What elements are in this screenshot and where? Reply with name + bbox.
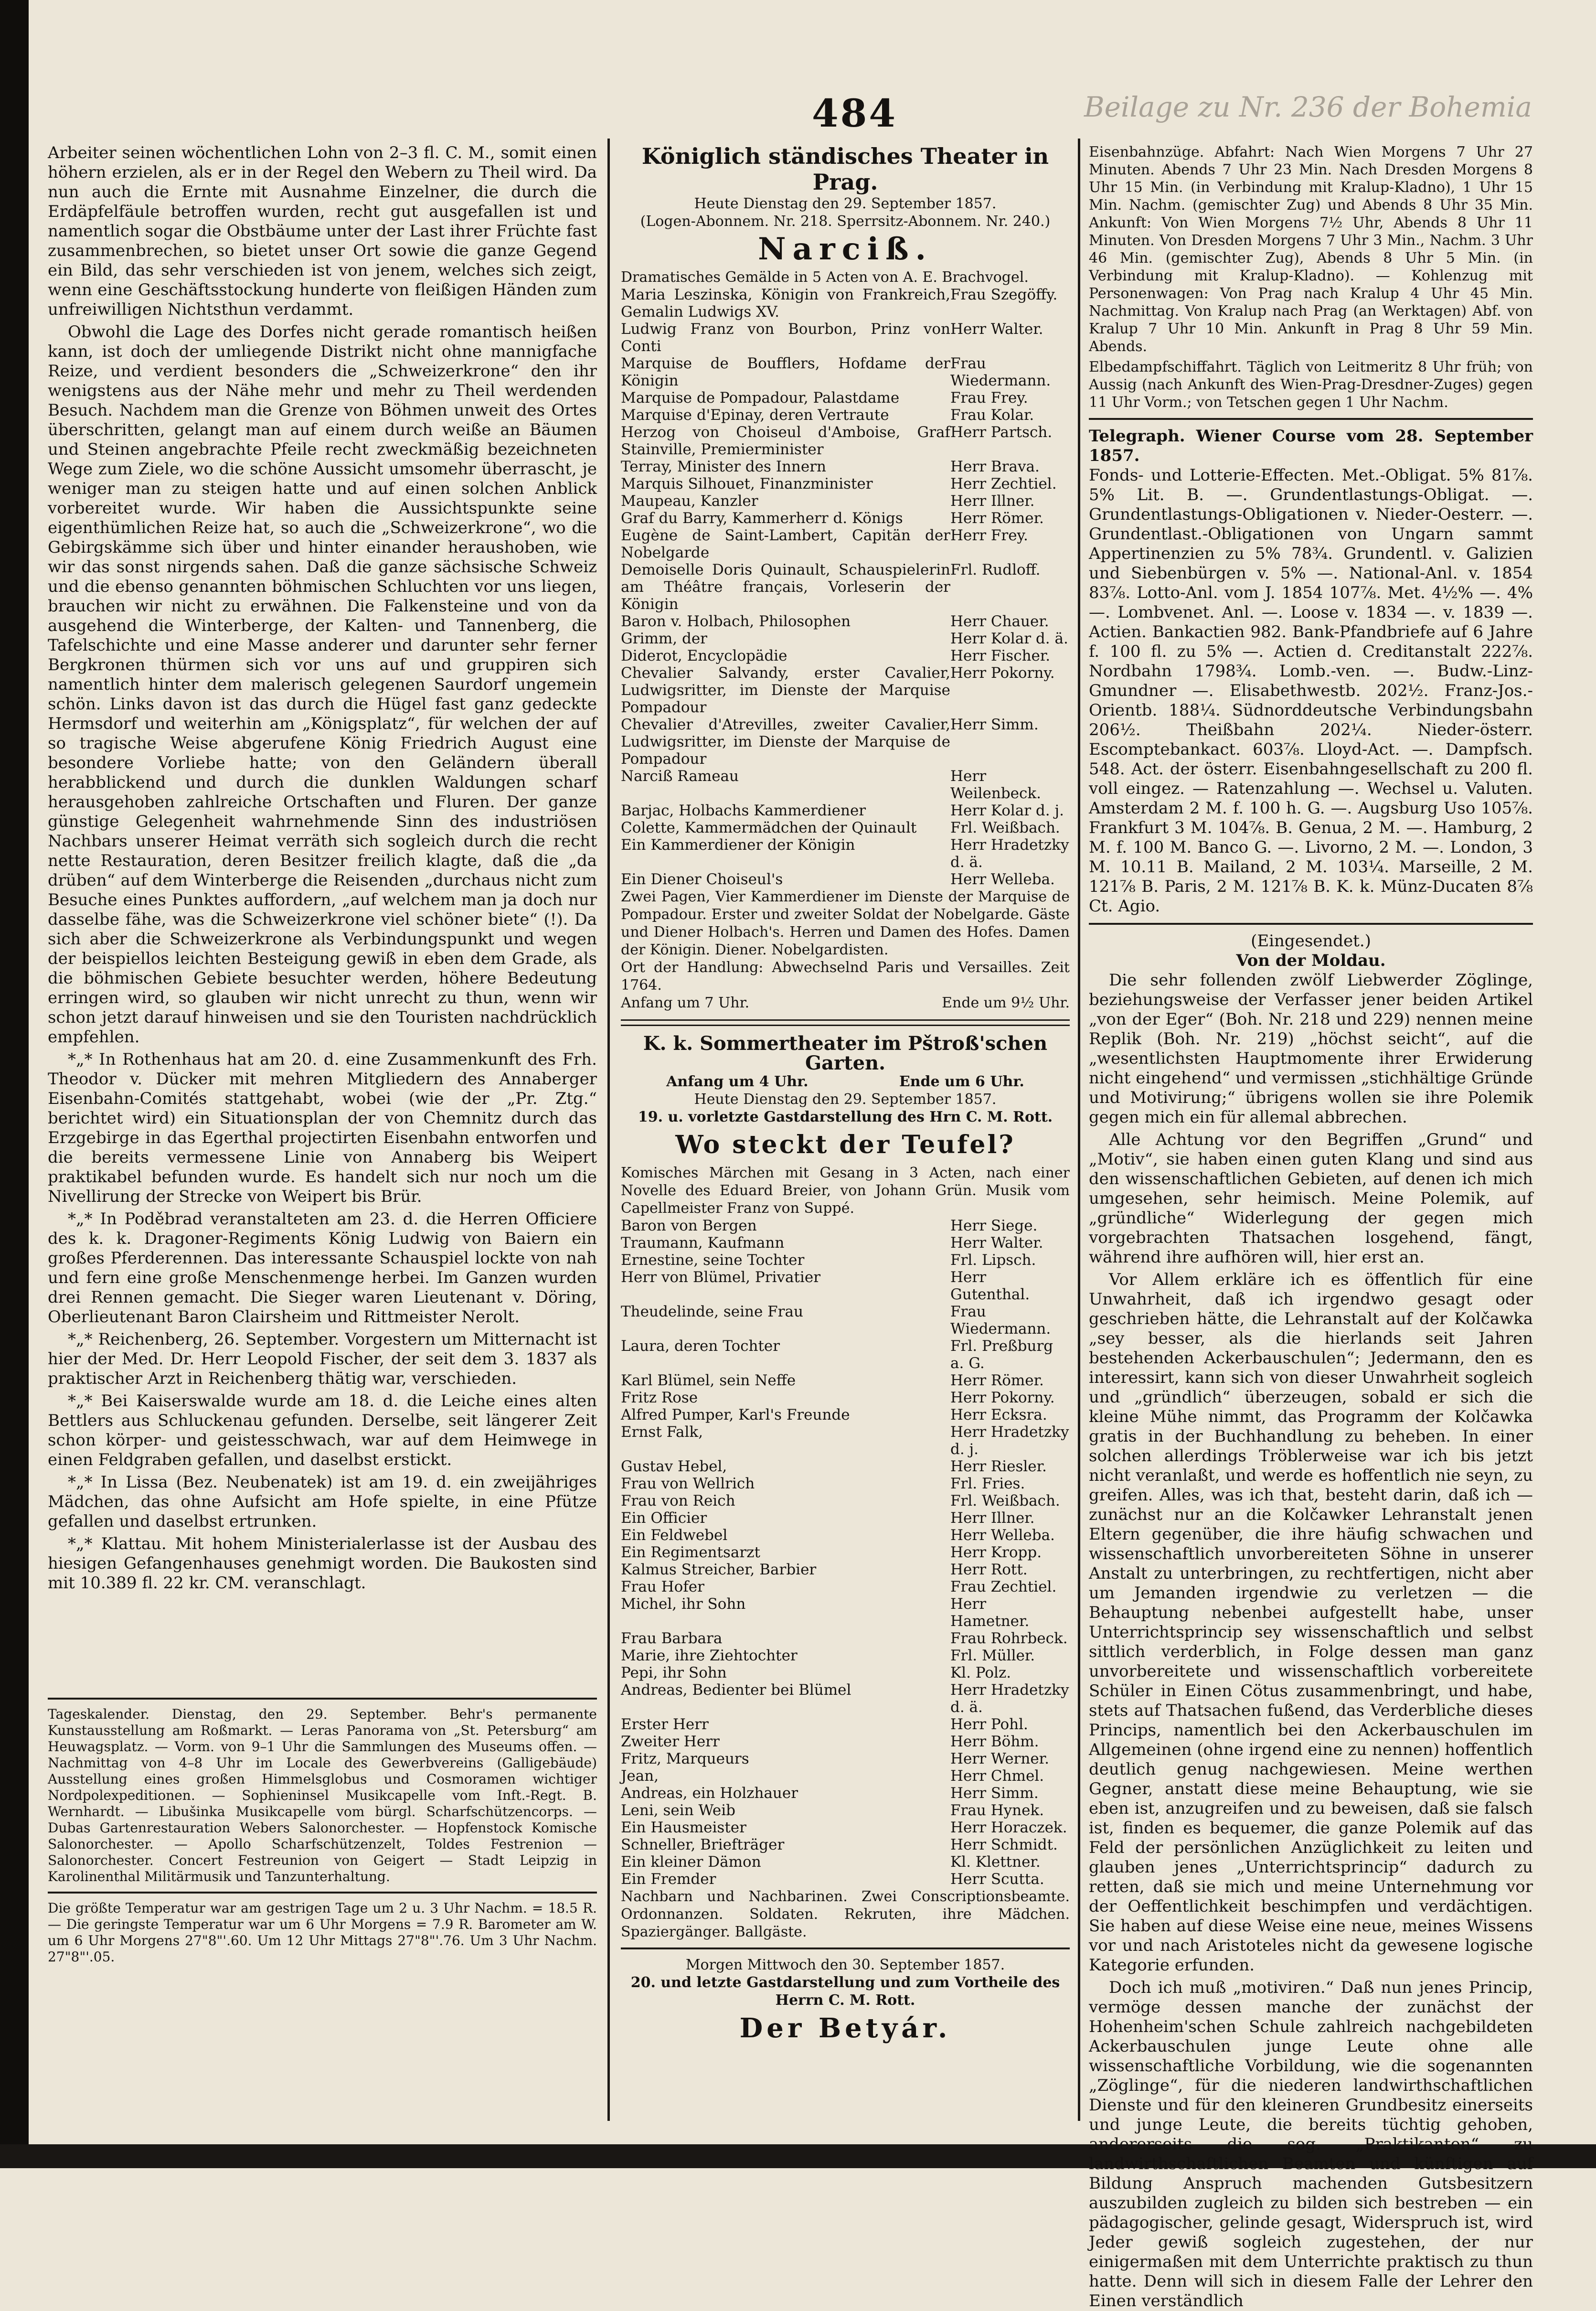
role-name: Laura, deren Tochter [621, 1337, 780, 1355]
actor-name: Kl. Klettner. [950, 1853, 1041, 1871]
actor-name: Herr Simm. [950, 1785, 1039, 1802]
theater-title: Königlich ständisches Theater in Prag. [641, 143, 1049, 195]
actor-name: Herr Schmidt. [950, 1836, 1058, 1853]
weather-report: Die größte Temperatur war am gestrigen Tage um 2 u. 3 Uhr Nachm. = 18.5 R. — Die geringste Temperatur war um 6 Uhr Morgens = 7.9 R. Barometer am W. um 6 Uhr Morgens 27"8"'.60. Um 12 Uhr Mittags 27"8"'.76. Um 3 Uhr Nachm. 27"8"'.05. [48, 1900, 597, 1965]
role-name: Chevalier Salvandy, erster Cavalier, Ludwigsritter, im Dienste der Marquise Pompadour [621, 664, 950, 716]
role-name: Marquise de Boufflers, Hofdame der Königin [621, 355, 950, 389]
actor-name: Herr Rott. [950, 1561, 1028, 1578]
cast-row [621, 1527, 1070, 1544]
role-name: Herr von Blümel, Privatier [621, 1269, 821, 1286]
role-name: Kalmus Streicher, Barbier [621, 1561, 817, 1578]
divider [1089, 418, 1533, 420]
cast-row [621, 510, 1070, 527]
play-subtitle: Dramatisches Gemälde in 5 Acten von A. E. Brachvogel. [621, 269, 1029, 286]
cast-row [621, 1303, 1070, 1337]
cast-row [621, 613, 1070, 630]
letter-paragraph: Vor Allem erkläre ich es öffentlich für eine Unwahrheit, daß ich irgendwo gesagt oder geschrieben hätte, die Lehranstalt auf der Kolčawka „sey besser, als die hierlands seit Jahren bestehenden Ackerbauschulen“; Jedermann, den es interessirt, kann sich von dieser Unwahrheit sogleich und „gründlich“ überzeugen, sobald er sich die kleine Mühe nimmt, das Programm der Kolčawka gratis in der Buchhandlung zu beheben. In einer solchen allerdings Tröblerweise war ich bis jetzt nicht veranlaßt, und werde es hoffentlich nie seyn, zu greifen. Alles, was ich that, besteht darin, daß ich — zunächst nur an die Kolčawker Lehranstalt jenen Eltern gegenüber, die ihre häufig schwachen und wissenschaftlich unvorbereiteten Söhne in unserer Anstalt zu unterbringen, zu rechtfertigen, nicht aber um Jemanden irgendwie zu verletzen — die Behauptung nebenbei aufgestellt habe, unser Unterrichtsprincip sey wissenschaftlich und selbst sittlich verderblich, in Folge dessen man ganz unvorbereitete und wissenschaftlich vorbereitete Schüler in Einen Cötus zusammenbringt, und habe, stets auf Thatsachen fußend, das Verderbliche dieses Princips, namentlich bei den Ackerbauschulen im Allgemeinen (ohne irgend eine zu nennen) hoffentlich deutlich genug nachgewiesen. Meine werthen Gegner, anstatt diese meine Behauptung, wie sie eben ist, anzugreifen und zu beweisen, daß sie falsch ist, finden es bequemer, die ganze Polemik auf das Feld der persönlichen Anzüglichkeit zu leiten und glauben jenes „Unterrichtsprincip“ dadurch zu retten, daß sie mich und meine Unternehmung vor der Oeffentlichkeit beschimpfen und verdächtigen. Sie haben auf diese Weise eine neue, meines Wissens vor und nach Aristoteles nicht da gewesene logische Kategorie erfunden. [1089, 1270, 1533, 1975]
actor-name: Frl. Weißbach. [950, 819, 1060, 836]
performance-date: Heute Dienstag den 29. September 1857. [694, 195, 997, 212]
cast-row [621, 1802, 1070, 1819]
actor-name: Herr Illner. [950, 1509, 1035, 1527]
cast-row [621, 802, 1070, 819]
role-name: Terray, Minister des Innern [621, 458, 827, 475]
play-title: Narciß. [758, 231, 933, 267]
actor-name: Frau Szegöffy. [950, 286, 1058, 303]
role-name: Ein Officier [621, 1509, 707, 1527]
actor-name: Herr Welleba. [950, 871, 1055, 888]
cast-extras: Zwei Pagen, Vier Kammerdiener im Dienste der Marquise de Pompadour. Erster und zweiter Soldat der Nobelgarde. Gäste und Diener Holbach's. Herren und Damen des Hofes. Damen der Königin. Diener. Nobelgardisten. [621, 888, 1070, 958]
railway-schedule: Eisenbahnzüge. Abfahrt: Nach Wien Morgens 7 Uhr 27 Minuten. Abends 7 Uhr 23 Min. Nach Dresden Morgens 8 Uhr 15 Min. (in Verbindung mit Kralup-Kladno), 1 Uhr 15 Min. Nachm. (gemischter Zug) und Abends 8 Uhr 35 Min. Ankunft: Von Wien Morgens 7½ Uhr, Abends 8 Uhr 11 Minuten. Von Dresden Morgens 7 Uhr 3 Min., Nachm. 3 Uhr 46 Min. (gemischter Zug), Abends 8 Uhr 5 Min. (in Verbindung mit Kralup-Kladno). — Kohlenzug mit Personenwagen: Von Prag nach Kralup 4 Uhr 45 Min. Nachmittag. Von Kralup nach Prag (an Werktagen) Abf. von Kralup 7 Uhr 10 Min. Ankunft in Prag 8 Uhr 59 Min. Abends. [1089, 144, 1533, 355]
cast-row [621, 871, 1070, 888]
actor-name: Herr Illner. [950, 492, 1035, 510]
cast-row [621, 1492, 1070, 1509]
role-name: Ein Regimentsarzt [621, 1544, 760, 1561]
cast-row [621, 1406, 1070, 1423]
actor-name: Herr Römer. [950, 510, 1044, 527]
end-time: Ende um 9½ Uhr. [942, 995, 1070, 1011]
role-name: Karl Blümel, sein Neffe [621, 1372, 796, 1389]
theater-title: K. k. Sommertheater im Pštroß'schen Garten. [643, 1032, 1048, 1074]
actor-name: Herr Hradetzky d. j. [950, 1423, 1069, 1458]
divider [48, 1698, 597, 1700]
actor-name: Frau Hynek. [950, 1802, 1044, 1819]
role-name: Demoiselle Doris Quinault, Schauspielerin am Théâtre français, Vorleserin der Königin [621, 561, 950, 613]
role-name: Fritz Rose [621, 1389, 698, 1406]
news-item-lissa: *„* In Lissa (Bez. Neubenatek) ist am 19. d. ein zweijähriges Mädchen, das ohne Aufsicht am Hofe spielte, in eine Pfütze gefallen und daselbst ertrunken. [48, 1473, 597, 1531]
actor-name: Herr Simm. [950, 716, 1039, 733]
cast-row [621, 1664, 1070, 1681]
play-times [621, 1073, 1070, 1091]
cast-row [621, 1733, 1070, 1750]
page-number: 484 [812, 91, 897, 136]
role-name: Maria Leszinska, Königin von Frankreich, Gemalin Ludwigs XV. [621, 286, 950, 321]
cast-row [621, 286, 1070, 321]
cast-row [621, 1217, 1070, 1234]
actor-name: Frau Zechtiel. [950, 1578, 1057, 1595]
start-time: Anfang um 7 Uhr. [621, 995, 750, 1011]
role-name: Andreas, Bedienter bei Blümel [621, 1681, 851, 1699]
actor-name: Herr Pokorny. [950, 664, 1055, 682]
cast-row [621, 1458, 1070, 1475]
day-calendar: Tageskalender. Dienstag, den 29. September. Behr's permanente Kunstausstellung am Roßmarkt. — Leras Panorama von „St. Petersburg“ am Heuwagsplatz. — Vorm. von 9–1 Uhr die Sammlungen des Museums offen. — Nachmittag von 4–8 Uhr im Locale des Gewerbvereins (Galligebäude) Ausstellung eines großen Himmelsglobus und Cosmoramen wichtiger Nordpolexpeditionen. — Sophieninsel Musikcapelle vom Inft.-Regt. B. Wernhardt. — Libušinka Musikcapelle vom bürgl. Scharfschützencorps. — Dubas Gartenrestauration Webers Salonorchester. — Hopfenstock Komische Salonorchester. — Apollo Scharfschützenzelt, Toldes Festrenion — Salonorchester. Concert Festreunion von Geigert — Stadt Leipzig in Karolinenthal Militärmusik und Tanzunterhaltung. [48, 1706, 597, 1884]
actor-name: Herr Gutenthal. [950, 1269, 1030, 1303]
role-name: Erster Herr [621, 1716, 709, 1733]
role-name: Ein Diener Choiseul's [621, 871, 783, 888]
role-name: Frau von Reich [621, 1492, 735, 1509]
actor-name: Herr Zechtiel. [950, 475, 1057, 492]
cast-row [621, 716, 1070, 768]
next-performance-date: Morgen Mittwoch den 30. September 1857. [685, 1957, 1005, 1973]
divider [621, 1019, 1070, 1026]
actor-name: Herr Römer. [950, 1372, 1044, 1389]
letter-paragraph: Doch ich muß „motiviren.“ Daß nun jenes Princip, vermöge dessen manche der zunächst der Hohenheim'schen Schule zahlreich nachgebildeten Ackerbauschulen junge Leute ohne alle wissenschaftliche Vorbildung, wie die sogenannten „Zöglinge“, für die niederen landwirthschaftlichen Dienste und für den kleineren Grundbesitz einerseits und junge Leute, die bereits tüchtig gehoben, andererseits die sog. „Praktikanten“ zu landwirthschaftlichen Beamten und künftigen auf Bildung Anspruch machenden Gutsbesitzern auszubilden zugleich zu bilden sich bestreben — ein pädagogischer, gelinde gesagt, Widerspruch ist, wird Jeder gewiß sogleich zugestehen, der nur einigermaßen mit dem Unterrichte praktisch zu thun hatte. Denn will sich in diesem Falle der Lehrer den Einen verständlich [1089, 1978, 1533, 2311]
next-guest-performance: 20. und letzte Gastdarstellung und zum Vortheile des Herrn C. M. Rott. [630, 1974, 1060, 2009]
cast-row [621, 819, 1070, 836]
divider [48, 1892, 597, 1894]
exchange-rates: Fonds- und Lotterie-Effecten. Met.-Obligat. 5% 81⅞. 5% Lit. B. —. Grundentlastungs-Obligat. —. Grundentlastungs-Obligationen v. Nieder-Oesterr. —. Grundentlast.-Obligationen von Ungarn sammt Appertinenzien zu 5% 78¾. Grundentl. v. Galizien und Siebenbürgen v. 5% —. National-Anl. v. 1854 83⅞. Lotto-Anl. vom J. 1854 107⅞. Met. 4½% —. 4% —. Lombvenet. Anl. —. Loose v. 1834 —. v. 1839 —. Actien. Bankactien 982. Bank-Pfandbriefe auf 6 Jahre f. 100 fl. zu 5% —. Actien d. Creditanstalt 222⅞. Nordbahn 1798¾. Lomb.-ven. —. Budw.-Linz-Gmundner —. Elisabethwestb. 202½. Franz-Jos.-Orientb. 188¼. Südnorddeutsche Verbindungsbahn 206½. Theißbahn 202¼. Nieder-österr. Escomptebankact. 603⅞. Lloyd-Act. —. Dampfsch. 548. Act. der österr. Eisenbahngesellschaft zu 200 fl. voll eingez. — Ratenzahlung —. Wechsel u. Valuten. Amsterdam 2 M. f. 100 h. G. —. Augsburg Uso 105⅞. Frankfurt 3 M. 104⅞. B. Genua, 2 M. —. Hamburg, 2 M. f. 100 M. Banco G. —. Livorno, 2 M. —. London, 3 M. 10.11 B. Mailand, 2 M. 103¼. Marseille, 2 M. 121⅞ B. Paris, 2 M. 121⅞ B. K. k. Münz-Ducaten 8⅞ Ct. Agio. [1089, 466, 1533, 916]
cast-row [621, 1372, 1070, 1389]
actor-name: Herr Kolar d. j. [950, 802, 1064, 819]
actor-name: Herr Siege. [950, 1217, 1038, 1234]
actor-name: Herr Welleba. [950, 1527, 1055, 1544]
role-name: Ernestine, seine Tochter [621, 1252, 805, 1269]
role-name: Frau von Wellrich [621, 1475, 755, 1492]
cast-row [621, 1269, 1070, 1303]
actor-name: Herr Kropp. [950, 1544, 1042, 1561]
cast-row [621, 1767, 1070, 1785]
actor-name: Herr Weilenbeck. [950, 768, 1042, 802]
actor-name: Frau Wiedermann. [950, 355, 1051, 389]
role-name: Theudelinde, seine Frau [621, 1303, 803, 1320]
role-name: Pepi, ihr Sohn [621, 1664, 727, 1681]
play-subtitle: Komisches Märchen mit Gesang in 3 Acten, nach einer Novelle des Eduard Breier, von Johann Grün. Musik vom Capellmeister Franz von Suppé. [621, 1165, 1070, 1217]
play-times [621, 994, 1070, 1012]
cast-row [621, 527, 1070, 561]
cast-row [621, 1544, 1070, 1561]
role-name: Diderot, Encyclopädie [621, 647, 787, 664]
letter-title: Von der Moldau. [1236, 951, 1386, 970]
role-name: Barjac, Holbachs Kammerdiener [621, 802, 866, 819]
cast-row [621, 1234, 1070, 1252]
cast-row [621, 1716, 1070, 1733]
column-rule-1 [607, 139, 610, 2121]
article-paragraph: Arbeiter seinen wöchentlichen Lohn von 2–3 fl. C. M., somit einen höhern erzielen, als er in der Regel den Webern zu Theil wird. Da nun auch die Ernte mit Ausnahme Einzelner, die durch die Erdäpfelfäule betroffen wurden, recht gut ausgefallen ist und namentlich sogar die Obstbäume unter der Last ihrer Früchte fast zusammenbrechen, so bietet unser Ort sowie die ganze Gegend ein Bild, das sehr verschieden ist von jenem, welches sich zeigt, wenn eine Geschäftsstockung hunderte von fleißigen Händen zum unfreiwilligen Nichtsthun verdammt. [48, 143, 597, 319]
role-name: Ein kleiner Dämon [621, 1853, 761, 1871]
cast-row [621, 1750, 1070, 1767]
news-item-rothenhaus: *„* In Rothenhaus hat am 20. d. eine Zusammenkunft des Frh. Theodor v. Dücker mit mehren Mitgliedern des Annaberger Eisenbahn-Comités stattgehabt, wobei (wie der „Pr. Ztg.“ berichtet wird) ein Situationsplan der von Chemnitz durch das Erzgebirge in das Egerthal projectirten Eisenbahn entworfen und die bereits vermessene Linie von Annaberg bis Weipert praktikabel befunden wurde. Es handelt sich nur noch um die Nivellirung der Strecke von Weipert bis Brür. [48, 1050, 597, 1206]
actor-name: Frl. Rudloff. [950, 561, 1041, 578]
cast-row [621, 1853, 1070, 1871]
actor-name: Herr Scutta. [950, 1871, 1044, 1888]
actor-name: Herr Hradetzky d. ä. [950, 836, 1069, 871]
actor-name: Herr Chmel. [950, 1767, 1044, 1785]
actor-name: Frau Rohrbeck. [950, 1630, 1068, 1647]
role-name: Jean, [621, 1767, 659, 1785]
actor-name: Frl. Fries. [950, 1475, 1025, 1492]
role-name: Herzog von Choiseul d'Amboise, Graf Stainville, Premierminister [621, 424, 950, 458]
submitted-label: (Eingesendet.) [1251, 931, 1371, 951]
role-name: Alfred Pumper, Karl's Freunde [621, 1406, 850, 1423]
cast-row [621, 768, 1070, 802]
cast-list [621, 286, 1070, 888]
actor-name: Herr Pohl. [950, 1716, 1028, 1733]
cast-extras: Nachbarn und Nachbarinen. Zwei Conscriptionsbeamte. Ordonnanzen. Soldaten. Rekruten, ihre Mädchen. Spaziergänger. Ballgäste. [621, 1888, 1070, 1940]
letter-paragraph: Die sehr follenden zwölf Liebwerder Zöglinge, beziehungsweise der Verfasser jener beiden Artikel „von der Eger“ (Boh. Nr. 218 und 229) nennen meine Replik (Boh. Nr. 219) „höchst seicht“, auf die „wesentlichsten Hauptmomente ihrer Erwiderung nicht eingehend“ und vermissen „stichhältige Gründe und Motivirung;“ übrigens wollen sie ihre Polemik gegen mich ein für allemal abbrechen. [1089, 971, 1533, 1127]
role-name: Andreas, ein Holzhauer [621, 1785, 798, 1802]
column-notices [1089, 143, 1533, 2311]
actor-name: Herr Walter. [950, 1234, 1043, 1252]
cast-row [621, 1561, 1070, 1578]
cast-row [621, 1475, 1070, 1492]
role-name: Eugène de Saint-Lambert, Capitän der Nobelgarde [621, 527, 950, 561]
cast-row [621, 424, 1070, 458]
role-name: Fritz, Marqueurs [621, 1750, 749, 1767]
role-name: Baron von Bergen [621, 1217, 757, 1234]
cast-row [621, 1630, 1070, 1647]
role-name: Chevalier d'Atrevilles, zweiter Cavalier, Ludwigsritter, im Dienste der Marquise de Pompadour [621, 716, 950, 768]
running-head: Beilage zu Nr. 236 der Bohemia [1084, 91, 1532, 123]
news-item-reichenberg: *„* Reichenberg, 26. September. Vorgestern um Mitternacht ist hier der Med. Dr. Herr Leopold Fischer, der seit dem 3. 1837 als praktischer Arzt in Reichenberg thätig war, verschieden. [48, 1330, 597, 1388]
actor-name: Herr Chauer. [950, 613, 1049, 630]
scan-edge-left [0, 0, 29, 2168]
actor-name: Herr Pokorny. [950, 1389, 1055, 1406]
role-name: Ein Fremder [621, 1871, 716, 1888]
actor-name: Herr Kolar d. ä. [950, 630, 1068, 647]
role-name: Narciß Rameau [621, 768, 739, 785]
role-name: Colette, Kammermädchen der Quinault [621, 819, 917, 836]
role-name: Michel, ihr Sohn [621, 1595, 746, 1613]
divider [1089, 923, 1533, 925]
role-name: Baron v. Holbach, Philosophen [621, 613, 851, 630]
divider [621, 1947, 1070, 1949]
cast-row [621, 630, 1070, 647]
actor-name: Herr Böhm. [950, 1733, 1039, 1750]
column-theater [621, 143, 1070, 2150]
role-name: Ernst Falk, [621, 1423, 703, 1441]
start-time: Anfang um 4 Uhr. [666, 1073, 809, 1090]
role-name: Maupeau, Kanzler [621, 492, 758, 510]
actor-name: Frl. Preßburg a. G. [950, 1337, 1053, 1372]
cast-row [621, 1647, 1070, 1664]
column-rule-2 [1078, 139, 1080, 2121]
steamship-schedule: Elbedampfschiffahrt. Täglich von Leitmeritz 8 Uhr früh; von Aussig (nach Ankunft des Wien-Prag-Dresdner-Zuges) gegen 11 Uhr Vorm.; von Tetschen gegen 1 Uhr Nachm. [1089, 359, 1533, 411]
role-name: Traumann, Kaufmann [621, 1234, 785, 1252]
cast-list [621, 1217, 1070, 1888]
cast-row [621, 1578, 1070, 1595]
role-name: Frau Barbara [621, 1630, 723, 1647]
cast-row [621, 1871, 1070, 1888]
cast-row [621, 561, 1070, 613]
cast-row [621, 407, 1070, 424]
cast-row [621, 1785, 1070, 1802]
actor-name: Herr Fischer. [950, 647, 1051, 664]
cast-row [621, 1819, 1070, 1836]
cast-row [621, 321, 1070, 355]
role-name: Graf du Barry, Kammerherr d. Königs [621, 510, 903, 527]
cast-row [621, 492, 1070, 510]
actor-name: Frl. Lipsch. [950, 1252, 1036, 1269]
role-name: Marquise d'Epinay, deren Vertraute [621, 407, 889, 424]
actor-name: Herr Hradetzky d. ä. [950, 1681, 1069, 1716]
cast-row [621, 389, 1070, 407]
guest-performance: 19. u. vorletzte Gastdarstellung des Hrn C. M. Rott. [638, 1109, 1053, 1125]
actor-name: Herr Werner. [950, 1750, 1049, 1767]
article-paragraph: Obwohl die Lage des Dorfes nicht gerade romantisch heißen kann, ist doch der umliegende Distrikt nicht ohne mannigfache Reize, und verdient besonders die „Schweizerkrone“ den ihr wenigstens aus der Nähe mehr und mehr zu Theil werdenden Besuch. Nachdem man die Grenze von Böhmen unweit des Ortes überschritten, gelangt man auf einem durch weiße an Bäumen und Steinen angebrachte Pfeile recht zweckmäßig bezeichneten Wege zum Ziele, wo die schöne Aussicht umsomehr überrascht, je weniger man zu steigen hatte und auf einen solchen Anblick vorbereitet wurde. Wir haben die Aussichtspunkte seine eigenthümlichen Reize hat, so auch die „Schweizerkrone“, wo die Gebirgskämme sich über und hinter einander heraushoben, wie wir das sonst nirgends sahen. Daß die ganze sächsische Schweiz und die ebenso genannten böhmischen Schluchten vor uns liegen, brauchen wir nicht zu erwähnen. Die Falkensteine und von da ausgehend die Winterberge, der Kalten- und Tannenberg, die Tafelschichte und eine Masse anderer und darunter sehr ferner Bergkronen thürmen sich vor uns auf und gruppiren sich namentlich hinter dem malerisch gelegenen Saurdorf ungemein schön. Links davon ist das durch die Hügel fast ganz gedeckte Hermsdorf und weiterhin am „Königsplatz“, für welchen der auf so tragische Weise abgerufene König Friedrich August eine besondere Vorliebe hatte; von den Geländern überall herabblickend und durch die dunklen Waldungen scharf herausgehoben zahlreiche Ortschaften und Fluren. Der ganze günstige Gelegenheit wahrnehmende Sinn des industriösen Nachbars unserer Heimat verräth sich sogleich durch die recht nette Restauration, deren Besitzer freilich klagte, daß die „da drüben“ auf dem Winterberge die Reisenden „durchaus nicht zum Besuche eines Punktes auffordern, „auf welchem man ja doch nur dasselbe fähe, was die Schweizerkrone viel schöner biete“ (!). Da sich aber die Schweizerkrone als Verbindungspunkt und wegen der beispiellos leichten Besteigung gewiß in eben dem Grade, als die böhmischen Gebiete besuchter werden, höhere Bedeutung erringen wird, so glauben wir nicht unrecht zu thun, wenn wir schon jetzt darauf hinweisen und sie den Touristen nachdrücklich empfehlen. [48, 322, 597, 1047]
role-name: Leni, sein Weib [621, 1802, 735, 1819]
exchange-rates-title: Telegraph. Wiener Course vom 28. September 1857. [1089, 427, 1533, 465]
role-name: Schneller, Briefträger [621, 1836, 785, 1853]
role-name: Ein Feldwebel [621, 1527, 728, 1544]
role-name: Frau Hofer [621, 1578, 704, 1595]
role-name: Marquise de Pompadour, Palastdame [621, 389, 900, 407]
cast-row [621, 647, 1070, 664]
cast-row [621, 1509, 1070, 1527]
role-name: Gustav Hebel, [621, 1458, 727, 1475]
cast-row [621, 1595, 1070, 1630]
play-setting: Ort der Handlung: Abwechselnd Paris und Versailles. Zeit 1764. [621, 959, 1070, 994]
actor-name: Herr Horaczek. [950, 1819, 1067, 1836]
abonnement-info: (Logen-Abonnem. Nr. 218. Sperrsitz-Abonnem. Nr. 240.) [640, 213, 1051, 230]
cast-row [621, 1389, 1070, 1406]
actor-name: Herr Frey. [950, 527, 1028, 544]
end-time: Ende um 6 Uhr. [899, 1073, 1024, 1090]
actor-name: Frl. Weißbach. [950, 1492, 1060, 1509]
cast-row [621, 1681, 1070, 1716]
news-item-podebrad: *„* In Poděbrad veranstalteten am 23. d. die Herren Officiere des k. k. Dragoner-Regiments König Ludwig von Baiern ein großes Pferderennen. Das interessante Schauspiel lockte von nah und fern eine große Menschenmenge herbei. Im Ganzen wurden drei Rennen gemacht. Die Sieger waren Lieutenant v. Döring, Oberlieutenant Baron Clairsheim und Rittmeister Nerolt. [48, 1209, 597, 1327]
role-name: Marquis Silhouet, Finanzminister [621, 475, 873, 492]
actor-name: Frau Kolar. [950, 407, 1034, 424]
cast-row [621, 836, 1070, 871]
role-name: Grimm, der [621, 630, 708, 647]
play-title: Wo steckt der Teufel? [675, 1130, 1015, 1159]
letter-paragraph: Alle Achtung vor den Begriffen „Grund“ und „Motiv“, sie haben einen guten Klang und sind aus den wissenschaftlichen Gebieten, auf denen ich mich umgesehen, sehr heimisch. Meine Polemik, auf „gründliche“ Widerlegung der gegen mich vorgebrachten Thatsachen losgehend, fängt, während ihre aufhören will, hier erst an. [1089, 1130, 1533, 1267]
actor-name: Herr Hametner. [950, 1595, 1030, 1630]
cast-row [621, 1423, 1070, 1458]
cast-row [621, 1252, 1070, 1269]
column-local-news [48, 143, 597, 1739]
role-name: Zweiter Herr [621, 1733, 720, 1750]
role-name: Ein Kammerdiener der Königin [621, 836, 855, 854]
actor-name: Frau Wiedermann. [950, 1303, 1051, 1337]
actor-name: Frl. Müller. [950, 1647, 1035, 1664]
actor-name: Frau Frey. [950, 389, 1028, 407]
cast-row [621, 1337, 1070, 1372]
news-item-klattau: *„* Klattau. Mit hohem Ministerialerlasse ist der Ausbau des hiesigen Gefangenhauses genehmigt worden. Die Baukosten sind mit 10.389 fl. 22 kr. CM. veranschlagt. [48, 1534, 597, 1593]
actor-name: Herr Riesler. [950, 1458, 1047, 1475]
cast-row [621, 1836, 1070, 1853]
news-item-kaiserswalde: *„* Bei Kaiserswalde wurde am 18. d. die Leiche eines alten Bettlers aus Schluckenau gefunden. Derselbe, seit längerer Zeit schon körper- und geistesschwach, war auf dem Heimwege in einen Feldgraben gefallen, und daselbst erstickt. [48, 1391, 597, 1469]
next-play-title: Der Betyár. [739, 2012, 951, 2044]
cast-row [621, 355, 1070, 389]
cast-row [621, 475, 1070, 492]
role-name: Ludwig Franz von Bourbon, Prinz von Conti [621, 321, 950, 355]
performance-date: Heute Dienstag den 29. September 1857. [694, 1091, 997, 1108]
calendar-box [48, 1691, 597, 2092]
role-name: Marie, ihre Ziehtochter [621, 1647, 798, 1664]
cast-row [621, 458, 1070, 475]
cast-row [621, 664, 1070, 716]
actor-name: Herr Walter. [950, 321, 1043, 338]
actor-name: Herr Partsch. [950, 424, 1053, 441]
actor-name: Kl. Polz. [950, 1664, 1011, 1681]
actor-name: Herr Brava. [950, 458, 1040, 475]
role-name: Ein Hausmeister [621, 1819, 746, 1836]
actor-name: Herr Ecksra. [950, 1406, 1047, 1423]
